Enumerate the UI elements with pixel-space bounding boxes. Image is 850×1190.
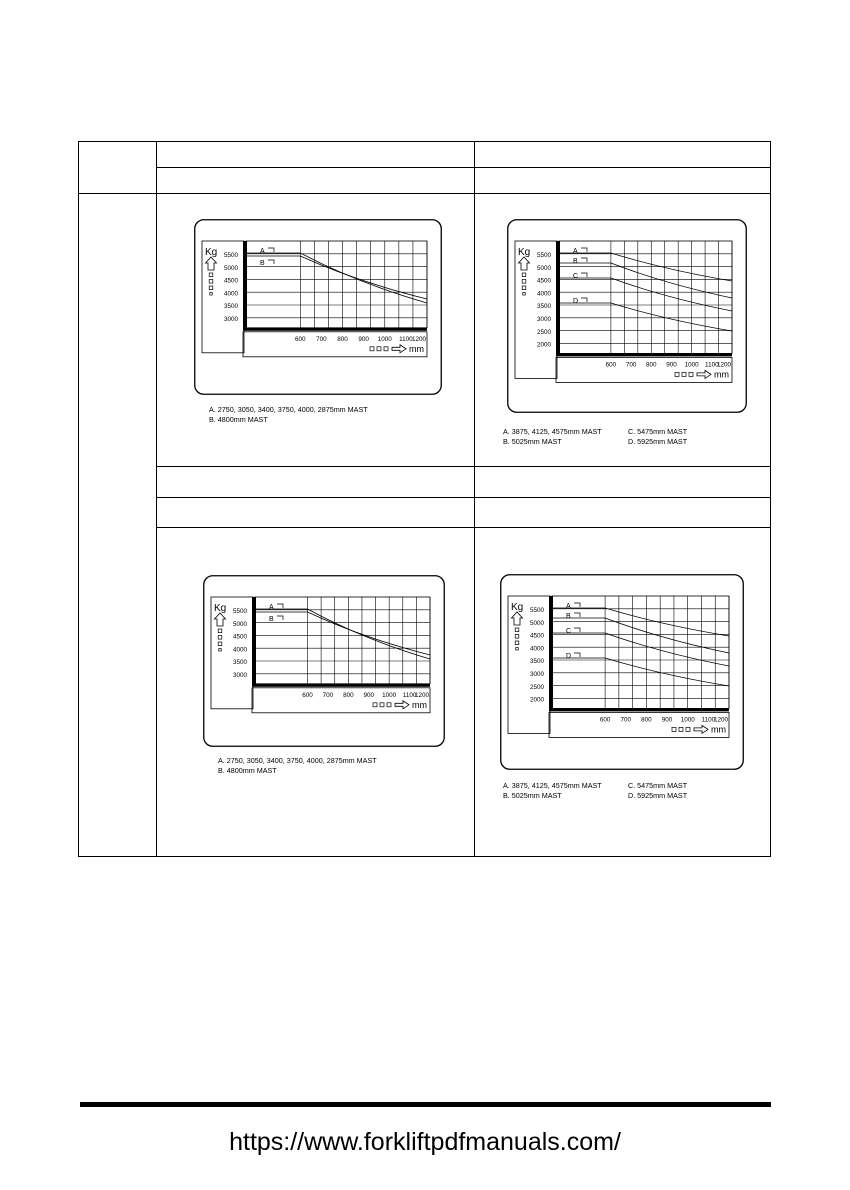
y-tick-label: 3000 — [537, 316, 552, 323]
load-chart-3 — [203, 575, 445, 747]
glyph-square-icon — [522, 273, 526, 277]
curve-label: D — [566, 653, 572, 660]
y-unit-label: Kg — [518, 247, 531, 258]
glyph-square-icon — [380, 703, 384, 707]
right-arrow-icon — [694, 725, 708, 733]
right-arrow-icon — [392, 345, 406, 353]
chart-caption-2 — [503, 427, 602, 447]
curve-label: B — [573, 258, 578, 265]
y-tick-label: 4000 — [233, 646, 248, 654]
capacity-curve — [560, 253, 732, 281]
x-tick-label: 1000 — [377, 335, 392, 343]
chart-caption-2-right — [628, 427, 687, 447]
curve-label-bracket — [581, 248, 587, 252]
curve-label-bracket — [581, 298, 587, 302]
y-tick-label: 5500 — [233, 608, 248, 615]
y-axis-bar — [556, 241, 560, 355]
y-tick-label: 2000 — [530, 696, 545, 704]
y-tick-label: 4000 — [224, 290, 239, 298]
curve-label: A — [269, 604, 274, 611]
x-tick-label: 900 — [661, 716, 673, 724]
y-unit-label: Kg — [511, 602, 524, 613]
y-tick-label: 5000 — [233, 620, 248, 628]
curve-label-bracket — [581, 258, 587, 262]
glyph-square-icon — [522, 286, 526, 290]
glyph-square-icon — [689, 372, 693, 376]
x-axis-bar — [252, 684, 430, 687]
glyph-square-icon — [675, 372, 679, 376]
load-chart-2 — [507, 219, 747, 413]
y-axis-bar — [549, 596, 553, 710]
up-arrow-icon — [512, 612, 523, 625]
x-tick-label: 1100 — [402, 691, 417, 699]
glyph-square-icon — [387, 703, 391, 707]
caption-line: B. 4800mm MAST — [209, 415, 268, 424]
curve-label: C — [566, 628, 572, 635]
curve-label-bracket — [574, 603, 580, 607]
glyph-square-icon — [679, 727, 683, 731]
x-tick-label: 900 — [358, 335, 369, 343]
capacity-curve — [553, 618, 729, 653]
y-tick-label: 4500 — [530, 632, 545, 640]
y-tick-label: 5000 — [537, 264, 552, 272]
glyph-square-icon — [209, 273, 213, 277]
curve-label-bracket — [574, 628, 580, 632]
y-tick-label: 2500 — [537, 328, 552, 336]
chart-caption-4-right — [628, 781, 687, 801]
glyph-square-icon — [377, 347, 381, 351]
x-tick-label: 700 — [625, 361, 637, 369]
glyph-square-icon — [516, 648, 519, 651]
x-tick-label: 1000 — [382, 691, 397, 699]
y-tick-label: 4000 — [530, 645, 545, 653]
curve-label: A — [260, 248, 265, 255]
glyph-square-icon — [523, 293, 526, 296]
x-tick-label: 600 — [605, 361, 617, 369]
glyph-square-icon — [515, 641, 519, 645]
chart-caption-4 — [503, 781, 602, 801]
caption-line: C. 5475mm MAST — [628, 427, 688, 436]
x-unit-label: mm — [714, 369, 729, 380]
x-tick-label: 1200 — [716, 361, 732, 369]
x-tick-label: 600 — [599, 716, 611, 724]
x-tick-label: 700 — [322, 691, 334, 699]
load-chart-1 — [194, 219, 442, 395]
y-tick-label: 4500 — [224, 277, 239, 285]
glyph-square-icon — [515, 635, 519, 639]
glyph-square-icon — [210, 293, 213, 296]
caption-line: C. 5475mm MAST — [628, 781, 688, 790]
footer-rule — [80, 1102, 771, 1107]
glyph-square-icon — [218, 642, 222, 646]
capacity-curve — [560, 278, 732, 311]
x-tick-label: 800 — [646, 361, 657, 369]
curve-label-bracket — [277, 604, 283, 608]
curve-label: A — [566, 603, 571, 610]
table-divider — [156, 167, 771, 168]
x-tick-label: 900 — [666, 361, 677, 369]
glyph-square-icon — [218, 629, 222, 633]
chart-caption-1 — [209, 405, 368, 425]
table-divider — [78, 193, 771, 194]
curve-label-bracket — [268, 260, 274, 264]
y-tick-label: 3500 — [530, 658, 545, 666]
y-tick-label: 5500 — [224, 252, 239, 259]
y-tick-label: 4000 — [537, 290, 552, 298]
x-tick-label: 1200 — [414, 691, 430, 699]
table-divider — [156, 527, 771, 528]
y-tick-label: 4500 — [537, 277, 552, 285]
y-tick-label: 3500 — [233, 659, 248, 667]
x-unit-label: mm — [412, 699, 427, 710]
capacity-curve — [560, 263, 732, 298]
up-arrow-icon — [215, 613, 226, 626]
capacity-curve — [553, 608, 729, 636]
caption-line: D. 5925mm MAST — [628, 791, 688, 800]
curve-label: A — [573, 248, 578, 255]
x-axis-bar — [243, 328, 427, 331]
y-tick-label: 2000 — [537, 341, 552, 349]
x-tick-label: 1000 — [684, 361, 699, 369]
x-tick-label: 1100 — [399, 335, 413, 343]
y-tick-label: 4500 — [233, 633, 248, 641]
load-chart-4 — [500, 574, 744, 770]
curve-label: B — [566, 613, 571, 620]
caption-line: A. 3875, 4125, 4575mm MAST — [503, 781, 602, 790]
glyph-square-icon — [515, 628, 519, 632]
glyph-square-icon — [209, 280, 213, 284]
curve-label: D — [573, 298, 579, 305]
curve-label-bracket — [574, 613, 580, 617]
glyph-square-icon — [218, 636, 222, 640]
x-tick-label: 1100 — [701, 716, 716, 724]
y-tick-label: 5000 — [224, 264, 239, 272]
glyph-square-icon — [384, 347, 388, 351]
x-unit-label: mm — [409, 343, 424, 354]
curve-label-bracket — [268, 248, 274, 252]
caption-line: A. 2750, 3050, 3400, 3750, 4000, 2875mm MAST — [209, 405, 368, 414]
table-divider — [156, 141, 157, 857]
x-tick-label: 1200 — [713, 716, 729, 724]
y-tick-label: 3000 — [530, 671, 545, 678]
x-tick-label: 800 — [343, 691, 354, 699]
y-unit-label: Kg — [205, 247, 218, 258]
glyph-square-icon — [672, 727, 676, 731]
glyph-square-icon — [686, 727, 690, 731]
up-arrow-icon — [519, 257, 530, 270]
caption-line: D. 5925mm MAST — [628, 437, 688, 446]
glyph-square-icon — [682, 372, 686, 376]
curve-label: B — [269, 616, 274, 623]
y-tick-label: 3000 — [233, 672, 248, 679]
caption-line: B. 5025mm MAST — [503, 791, 562, 800]
x-tick-label: 1000 — [680, 716, 695, 724]
chart-caption-3 — [218, 756, 377, 776]
y-tick-label: 5000 — [530, 619, 545, 627]
y-tick-label: 3000 — [224, 316, 239, 323]
table-divider — [474, 193, 475, 466]
curve-label: C — [573, 273, 579, 280]
y-tick-label: 3500 — [224, 303, 239, 311]
x-tick-label: 700 — [620, 716, 632, 724]
x-tick-label: 600 — [295, 335, 306, 343]
capacity-curve — [256, 609, 430, 659]
x-tick-label: 1100 — [705, 361, 719, 369]
x-tick-label: 800 — [641, 716, 652, 724]
x-axis-bar — [556, 353, 732, 356]
capacity-curve — [256, 612, 430, 655]
capacity-curve — [553, 633, 729, 666]
table-divider — [474, 527, 475, 857]
footer-url[interactable]: https://www.forkliftpdfmanuals.com/ — [229, 1128, 621, 1156]
y-tick-label: 3500 — [537, 303, 552, 311]
x-tick-label: 800 — [337, 335, 348, 343]
glyph-square-icon — [209, 286, 213, 290]
curve-label-bracket — [574, 653, 580, 657]
x-axis-bar — [549, 708, 729, 711]
curve-label-bracket — [277, 616, 283, 620]
glyph-square-icon — [370, 347, 374, 351]
x-tick-label: 1200 — [411, 335, 427, 343]
capacity-curve — [560, 303, 732, 331]
y-tick-label: 2500 — [530, 683, 545, 691]
caption-line: A. 3875, 4125, 4575mm MAST — [503, 427, 602, 436]
right-arrow-icon — [395, 701, 409, 709]
up-arrow-icon — [206, 257, 217, 270]
glyph-square-icon — [373, 703, 377, 707]
glyph-square-icon — [219, 649, 222, 652]
table-divider — [156, 497, 771, 498]
y-tick-label: 5500 — [530, 607, 545, 614]
x-unit-label: mm — [711, 724, 726, 735]
caption-line: A. 2750, 3050, 3400, 3750, 4000, 2875mm MAST — [218, 756, 377, 765]
y-unit-label: Kg — [214, 603, 227, 614]
table-divider — [156, 466, 771, 467]
caption-line: B. 5025mm MAST — [503, 437, 562, 446]
x-tick-label: 900 — [363, 691, 375, 699]
curve-label: B — [260, 260, 265, 267]
capacity-curve — [553, 658, 729, 686]
glyph-square-icon — [522, 280, 526, 284]
right-arrow-icon — [697, 370, 711, 378]
x-tick-label: 700 — [316, 335, 327, 343]
curve-label-bracket — [581, 273, 587, 277]
caption-line: B. 4800mm MAST — [218, 766, 277, 775]
y-tick-label: 5500 — [537, 252, 552, 259]
x-tick-label: 600 — [302, 691, 313, 699]
